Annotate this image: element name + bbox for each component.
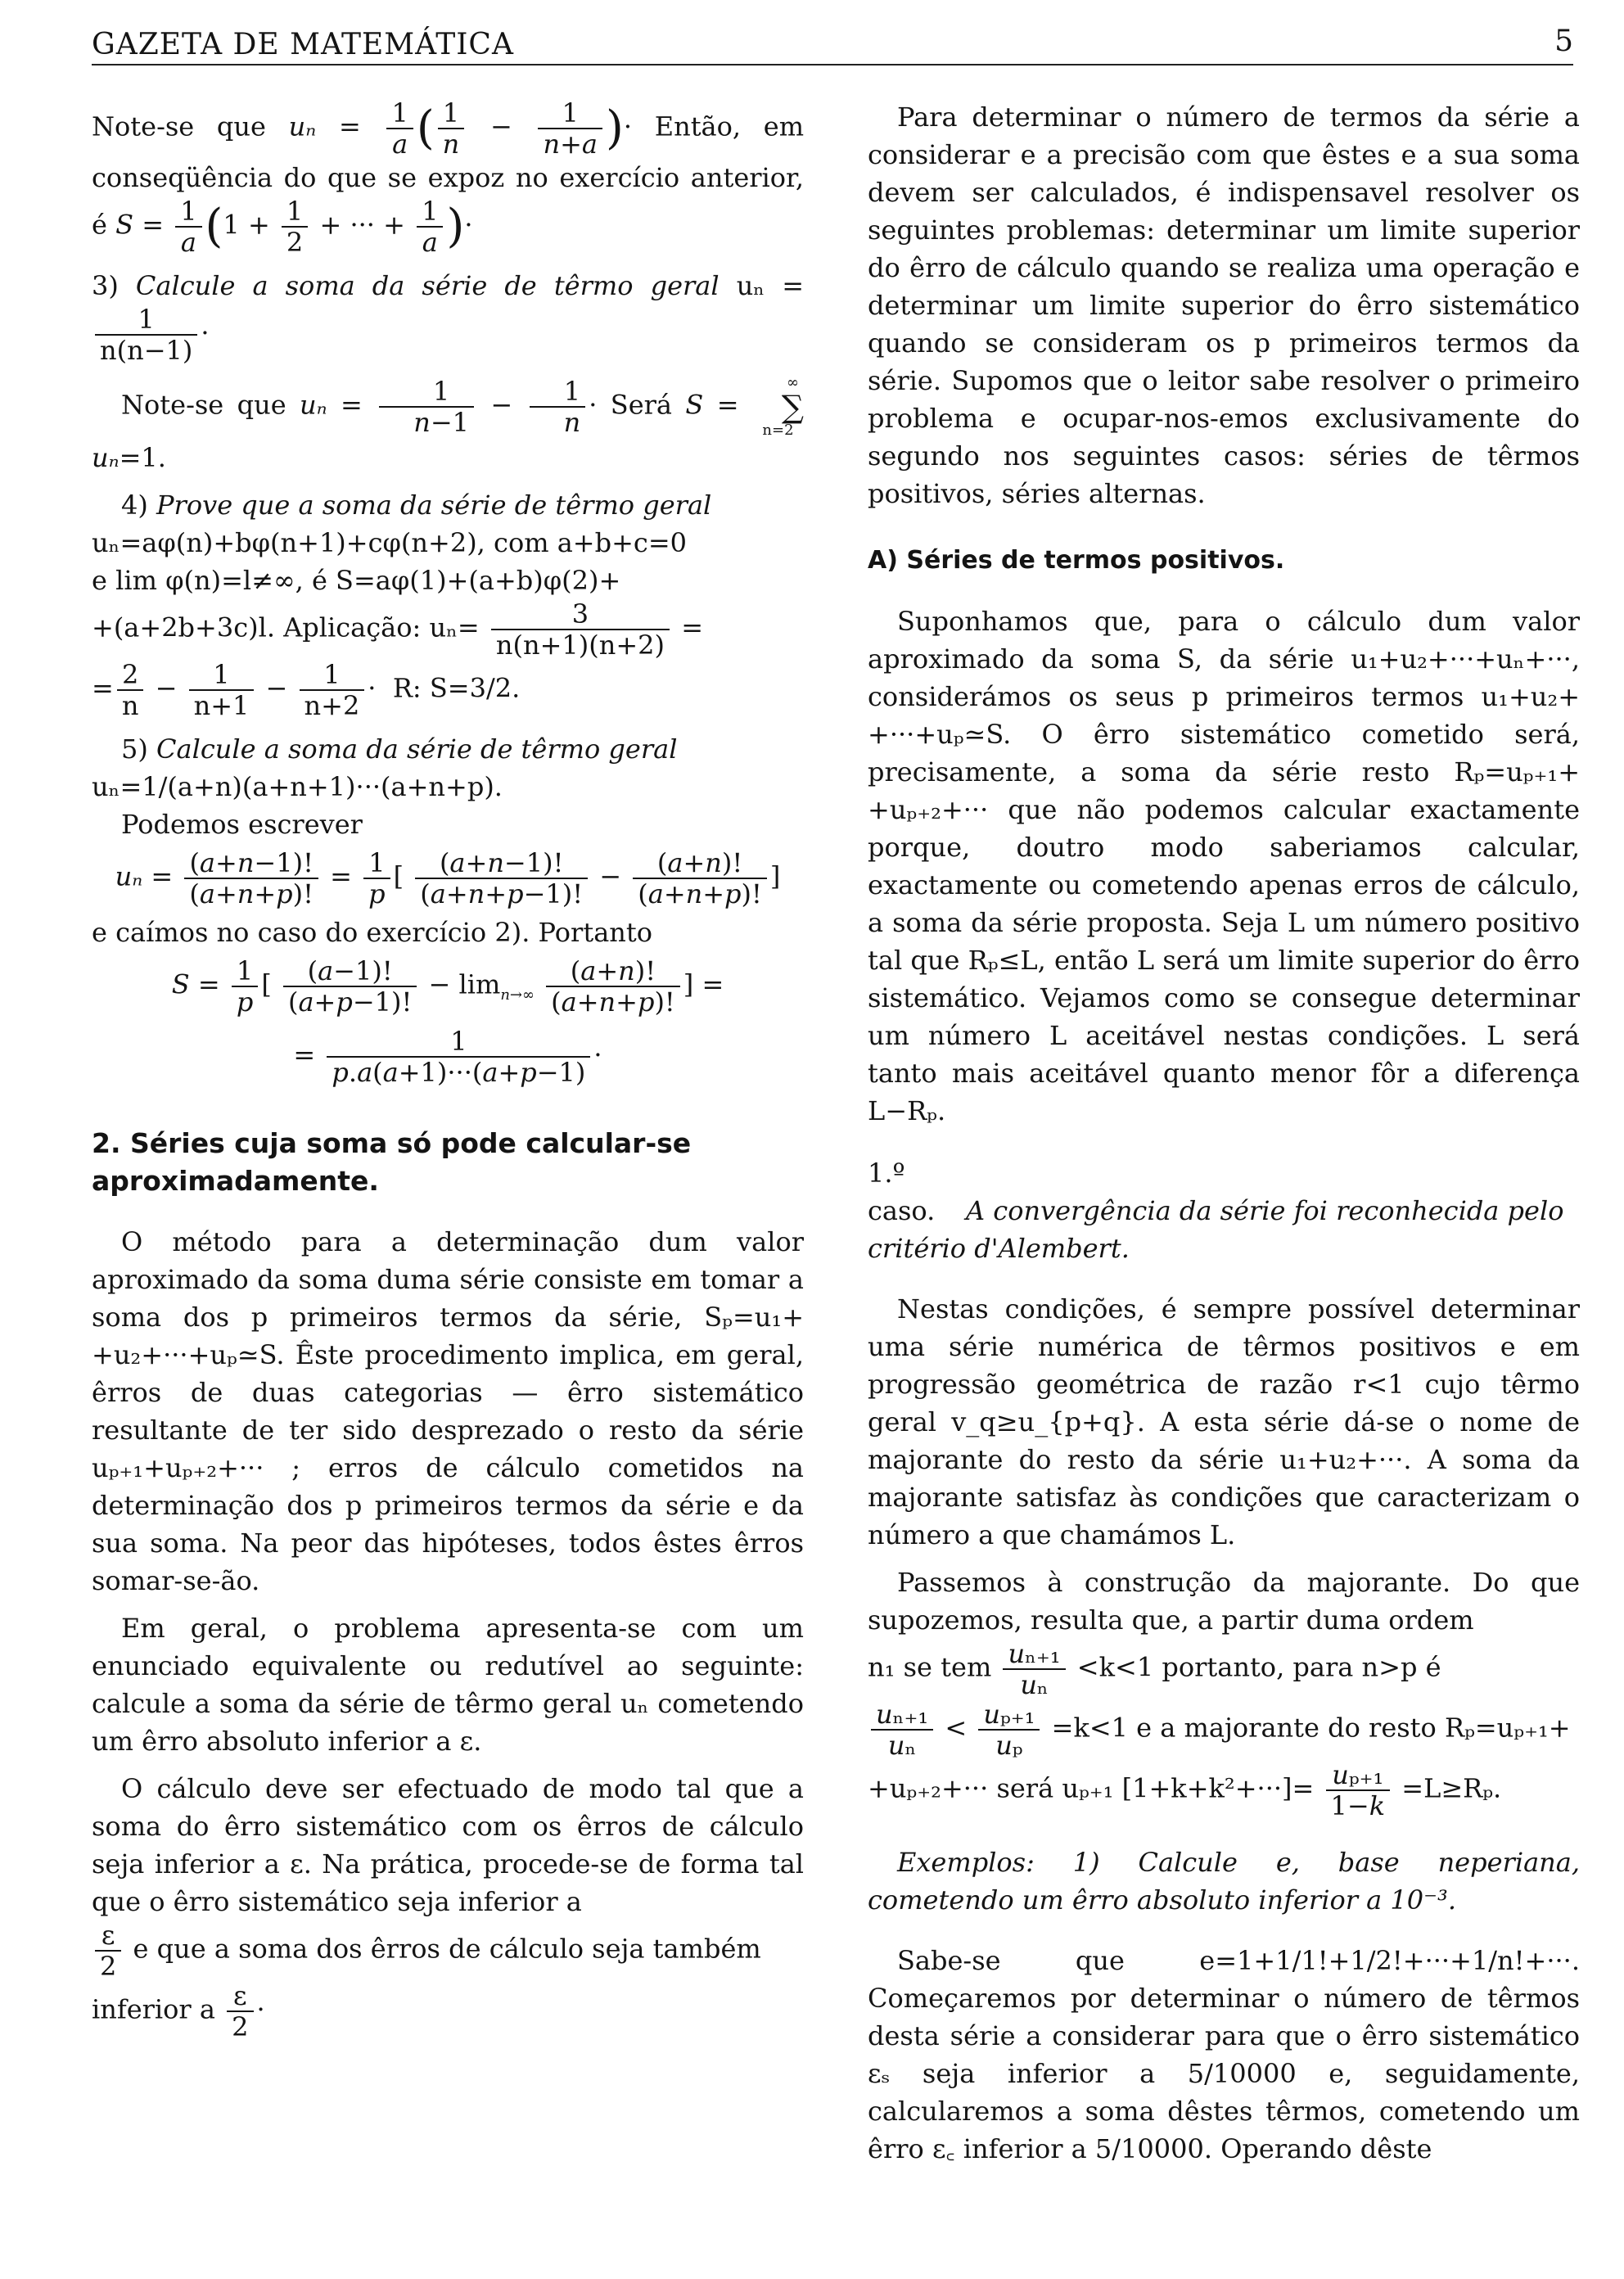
paragraph-example-e: Sabe-se que e=1+1/1!+1/2!+···+1/n!+···. Começaremos por determinar o número de têrmos desta série a considerar para que o êrro sistemático εₛ seja inferior a 5/10000 e, seguidamente, calcularemos a soma dêstes têrmos, cometendo um êrro ε꜀ inferior a 5/10000. Operando dêste — [868, 1945, 1580, 2164]
exercise-4: 4) Prove que a soma da série de têrmo geral — [121, 490, 712, 521]
paragraph-majorante: Nestas condições, é sempre possível determinar uma série numérica de têrmos positivos e em progressão geométrica de razão r<1 cujo têrmo geral v_q≥u_{p+q}. A esta série dá-se o nome de majorante do resto da série u₁+u₂+···. A soma da majorante satisfaz às condições que caracterizam o número a que chamámos L. — [868, 1293, 1580, 1550]
exercise-5: 5) Calcule a soma da série de têrmo geral — [121, 733, 678, 765]
exercise-3: 3) Calcule a soma da série de têrmo geral uₙ = $\frac{1}{n(n-1)}$ · — [92, 270, 805, 366]
exercise-5-result: = $\frac{1}{p.a(a+1)\cdot\cdot\cdot(a+p-1)}$ · — [293, 1026, 602, 1088]
note-1: Note-se que uₙ = $\frac{1}{a}$ ( $\frac{1}{n}$ − $\frac{1}{n+a}$ )· Então, em conseqüência do que se expoz no exercício anterior, é S = $\frac{1}{a}$ (1 + $\frac{1}{2}$ + ··· + $\frac{1}{a}$ )· — [92, 97, 805, 258]
paragraph-problem: Em geral, o problema apresenta-se com um enunciado equivalente ou redutível ao seguinte: calcule a soma da série de têrmo geral uₙ cometendo um êrro absoluto inferior a ε. — [92, 1613, 804, 1757]
construction-line-3: +uₚ₊₂+··· será uₚ₊₁ [1+k+k²+···]= $\frac{\text{uₚ₊₁}}{1-k}$ =L≥Rₚ. — [868, 1759, 1502, 1821]
journal-title: GAZETA DE MATEMÁTICA — [92, 28, 514, 61]
construction-line-2: $\frac{\text{uₙ₊₁}}{\text{uₙ}}$ < $\frac{\text{uₚ₊₁}}{\text{uₚ}}$ =k<1 e a majorante do resto Rₚ=uₚ₊₁+ — [868, 1699, 1580, 1760]
exercise-5-sum: S = $\frac{1}{p}$ [ $\frac{(a-1)!}{(a+p-1)!}$ − $\lim_{n\to\infty}$ $\frac{(a+n)!}{(a+n+p)!}$ ] = — [171, 955, 724, 1018]
page-header — [92, 25, 1573, 65]
paragraph-positive-series: Suponhamos que, para o cálculo dum valor aproximado da soma S, da série u₁+u₂+···+uₙ+···, considerámos os seus p primeiros termos u₁+u₂+ +···+uₚ≃S. O êrro sistemático cometido será, precisamente, a soma da série resto Rₚ=uₚ₊₁+ +uₚ₊₂+··· que não podemos calcular exactamente porque, doutro modo saberiamos calcular, exactamente ou cometendo apenas erros de cálculo, a soma da série proposta. Seja L um número positivo tal que Rₚ≤L, então L será um limite superior do êrro sistemático. Vejamos como se consegue determinar um número L aceitável nestas condições. L será tanto mais aceitável quanto menor fôr a diferença L−Rₚ. — [868, 606, 1580, 1126]
exercise-4-line-2: e lim φ(n)=l≠∞, é S=aφ(1)+(a+b)φ(2)+ — [92, 565, 621, 596]
paragraph-construction: Passemos à construção da majorante. Do que supozemos, resulta que, a partir duma ordem — [868, 1567, 1580, 1636]
note-2: Note-se que uₙ = $\frac{1}{n-1}$ − $\frac{1}{n}$ · Será S = ∞ ∑ n=2 uₙ=1. — [92, 374, 805, 473]
paragraph-intro: Para determinar o número de termos da série a considerar e a precisão com que êstes e a sua soma devem ser calculados, é indispensavel resolver os seguintes problemas: determinar um limite superior do êrro de cálculo quando se realiza uma operação e determinar um limite superior do êrro sistemático quando se consideram os p primeiros termos da série. Supomos que o leitor sabe resolver o primeiro problema e ocupar-nos-emos exclusivamente do segundo nos seguintes casos: séries de têrmos positivos, séries alternas. — [868, 102, 1580, 509]
exercise-4-line-3: +(a+2b+3c)l. Aplicação: uₙ= $\frac{3}{n(n+1)(n+2)}$ = — [92, 598, 703, 661]
subsection-a-title: A) Séries de termos positivos. — [868, 546, 1285, 575]
case-1: 1.º caso. A convergência da série foi reconhecida pelo critério d'Alembert. — [868, 1158, 1564, 1264]
examples: Exemplos: 1) Calcule e, base neperiana, cometendo um êrro absoluto inferior a 10⁻³. — [868, 1847, 1581, 1916]
exercise-5-write: Podemos escrever — [121, 809, 363, 840]
left-column — [92, 98, 804, 2042]
right-column — [868, 98, 1580, 2168]
paragraph-calculation-3: inferior a $\frac{\varepsilon}{2}$ · — [92, 1980, 265, 2042]
paragraph-method: O método para a determinação dum valor aproximado da soma duma série consiste em tomar a soma dos p primeiros termos da série, Sₚ=u₁+ +u₂+···+uₚ≃S. Êste procedimento implica, em geral, êrros de duas categorias — êrro sistemático resultante de ter sido desprezado o resto da série uₚ₊₁+uₚ₊₂+··· ; erros de cálculo cometidos na determinação dos p primeiros termos da série e da sua soma. Na peor das hipóteses, todos êstes êrros somar-se-ão. — [92, 1226, 804, 1596]
construction-line-1: n₁ se tem $\frac{\text{uₙ₊₁}}{\text{uₙ}}$ <k<1 portanto, para n>p é — [868, 1638, 1441, 1700]
paragraph-calculation-2: $\frac{\varepsilon}{2}$ e que a soma dos êrros de cálculo seja também — [92, 1920, 804, 1981]
exercise-4-line-1: uₙ=aφ(n)+bφ(n+1)+cφ(n+2), com a+b+c=0 — [92, 527, 687, 558]
exercise-5-case: e caímos no caso do exercício 2). Portanto — [92, 917, 652, 948]
exercise-5-formula: uₙ=1/(a+n)(a+n+1)···(a+n+p). — [92, 771, 503, 802]
exercise-4-result: = $\frac{2}{n}$ − $\frac{1}{n+1}$ − $\frac{1}{n+2}$ · R: S=3/2. — [92, 659, 521, 721]
paragraph-calculation: O cálculo deve ser efectuado de modo tal que a soma do êrro sistemático com os êrros de cálculo seja inferior a ε. Na prática, procede-se de forma tal que o êrro sistemático seja inferior a — [92, 1773, 804, 1917]
page-number: 5 — [1554, 25, 1573, 58]
exercise-5-equation: uₙ = $\frac{(a+n-1)!}{(a+n+p)!}$ = $\frac{1}{p}$ [ $\frac{(a+n-1)!}{(a+n+p-1)!}$ − $\frac{(a+n)!}{(a+n+p)!}$ ] — [115, 847, 781, 909]
section-2-title: 2. Séries cuja soma só pode calcular-se aproximadamente. — [92, 1127, 692, 1197]
